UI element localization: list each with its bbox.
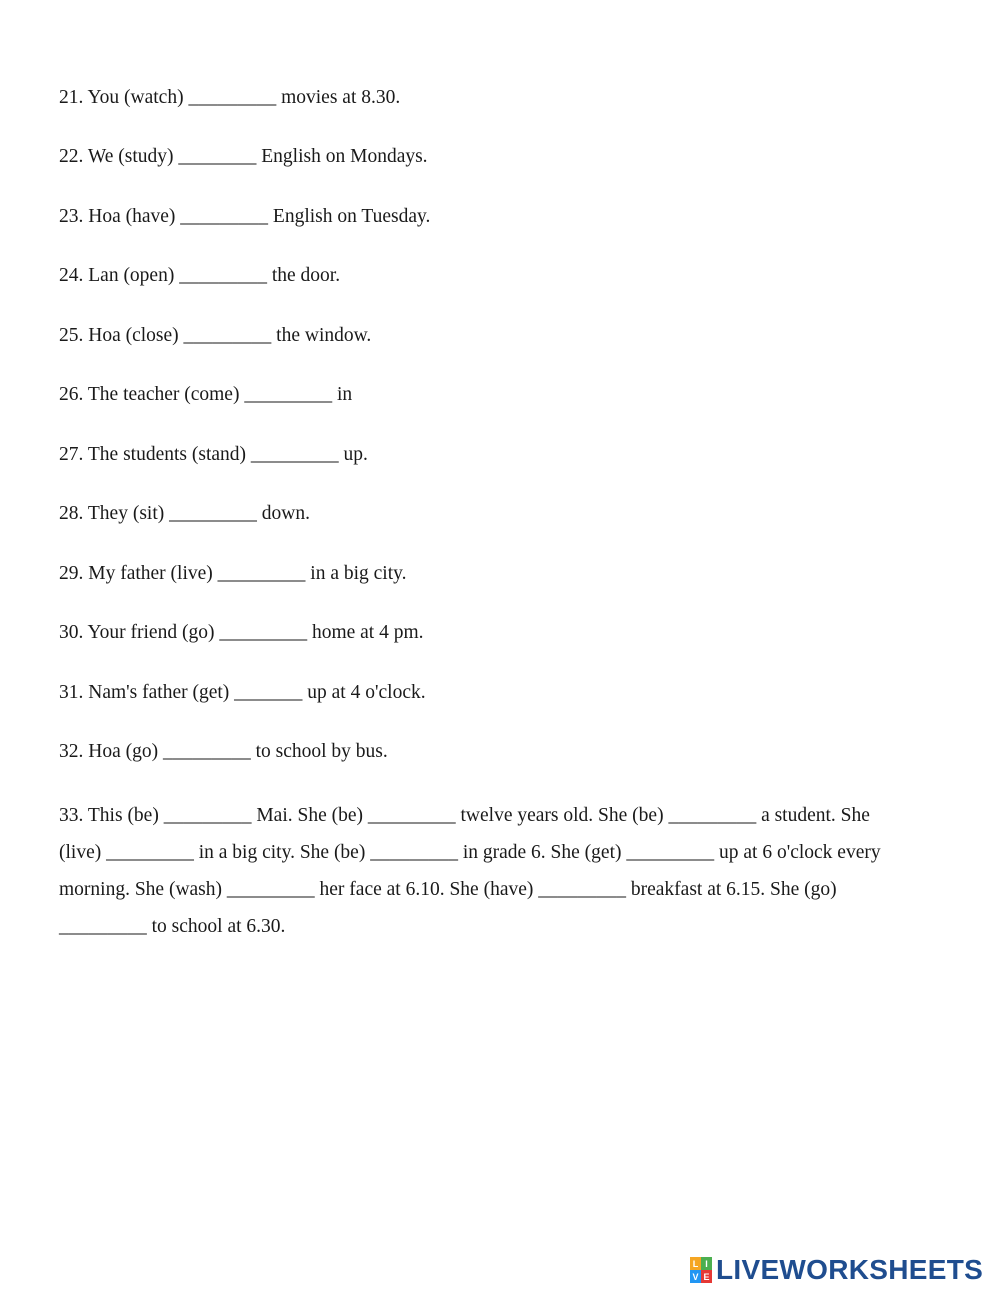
- liveworksheets-logo: [690, 1255, 983, 1285]
- exercise-30: 30. Your friend (go) _________ home at 4 pm.: [59, 622, 424, 643]
- live-badge-icon: [690, 1257, 712, 1283]
- exercise-25: 25. Hoa (close) _________ the window.: [59, 325, 372, 346]
- badge-letter-e: E: [701, 1270, 712, 1283]
- exercise-32: 32. Hoa (go) _________ to school by bus.: [59, 741, 388, 762]
- exercise-33-line-4: _________ to school at 6.30.: [59, 916, 286, 937]
- exercise-26: 26. The teacher (come) _________ in: [59, 384, 353, 405]
- brand-name: LIVEWORKSHEETS: [716, 1254, 984, 1285]
- exercise-28: 28. They (sit) _________ down.: [59, 503, 310, 524]
- exercise-33-line-3: morning. She (wash) _________ her face at 6.10. She (have) _________ breakfast at 6.15. She (go): [59, 879, 837, 900]
- exercise-21: 21. You (watch) _________ movies at 8.30.: [59, 87, 401, 108]
- badge-letter-i: I: [701, 1257, 712, 1270]
- exercise-27: 27. The students (stand) _________ up.: [59, 444, 368, 465]
- exercise-29: 29. My father (live) _________ in a big city.: [59, 563, 407, 584]
- exercise-33-line-2: (live) _________ in a big city. She (be) _________ in grade 6. She (get) _________ up at 6 o'clock every: [59, 842, 881, 863]
- exercise-24: 24. Lan (open) _________ the door.: [59, 265, 341, 286]
- exercise-33: [59, 797, 964, 945]
- badge-letter-l: L: [690, 1257, 701, 1270]
- badge-letter-v: V: [690, 1270, 701, 1283]
- exercise-33-line-1: 33. This (be) _________ Mai. She (be) _________ twelve years old. She (be) _________ a student. She: [59, 805, 870, 826]
- exercise-31: 31. Nam's father (get) _______ up at 4 o'clock.: [59, 682, 426, 703]
- exercise-23: 23. Hoa (have) _________ English on Tuesday.: [59, 206, 431, 227]
- exercise-22: 22. We (study) ________ English on Mondays.: [59, 146, 428, 167]
